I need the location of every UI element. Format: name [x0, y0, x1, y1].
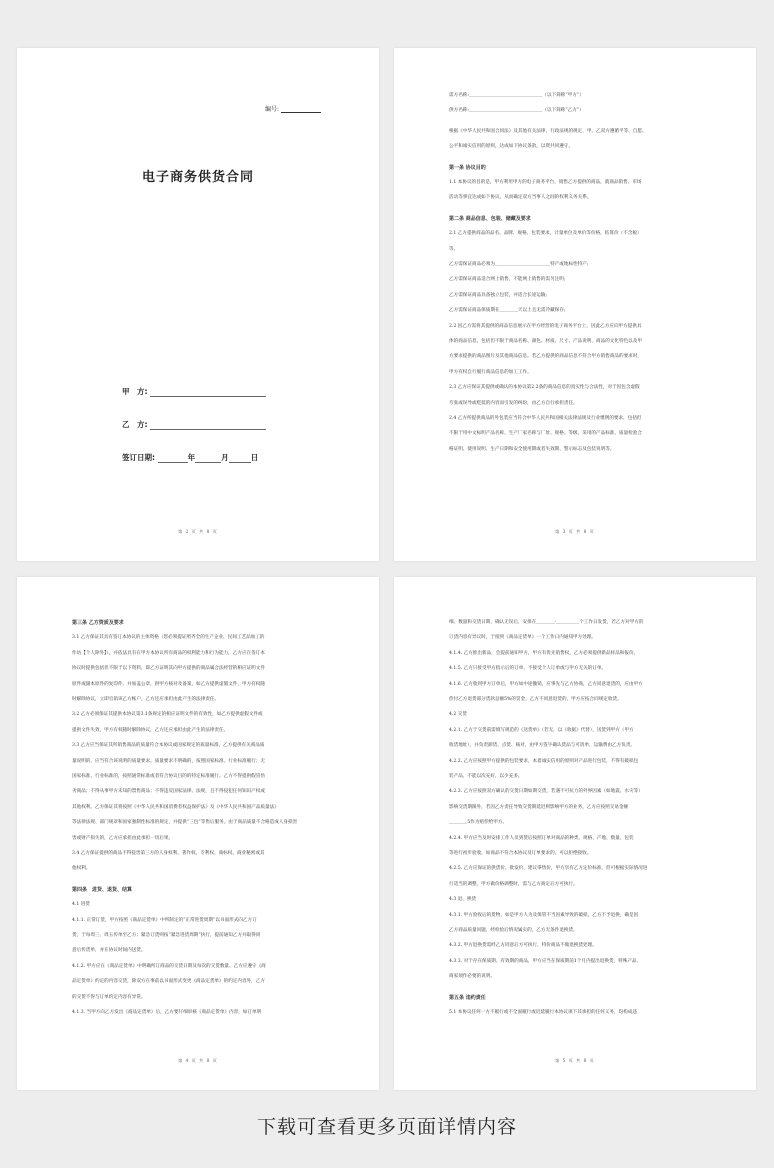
body-line: 4.2.3. 乙方应按照双方确认的交货日期如期交货，若遇不可抗力的外界因素（如地震、水灾等）	[449, 789, 643, 795]
body-line: 4.2 交货	[449, 712, 467, 718]
body-line: 国家标准、行业标准的，按照通常标准或者符合协议目的的特定标准履行。乙方不得提供假冒伪	[72, 774, 265, 779]
body-line: 时解除协议，立即官销该乙方帐户，乙方还应承担由此产生的法律责任。	[72, 697, 220, 702]
body-line: 3.2 乙方必须保证其提供本协议第3.1条规定的相应证明文件的有效性，如乙方提供虚假文件或	[72, 712, 263, 718]
body-line: 4.1 进货	[72, 902, 90, 908]
body-line: 劣商品；不得从事甲方未知的禁售商品；不得违反国家法律、法规，且不得侵犯任何知识产权或	[72, 789, 265, 795]
body-line: 意后传货单，并在协议时间内送货。	[72, 948, 146, 954]
party-b-field	[122, 419, 266, 430]
body-line: 货，于每周三、周五传单至乙方；紧急订货则按“紧急进货周期”执行，提前通知乙方并取得同	[72, 933, 261, 938]
body-line: 等法律法规、部门规章和国家强制性标准的规定，并提供“三包”等售后服务。由于商品质量不合格造成人身损害	[72, 820, 298, 826]
contract-title: 电子商务供货合同	[141, 170, 254, 185]
body-line: 甲方有权自行履行商品信息的加工工作。	[449, 369, 532, 375]
body-line: 收货地址），并负责卸货、点货、核对，由甲方签字确认货品与可清单，运输费由乙方负责。	[449, 743, 636, 749]
body-line: 4.1.6. 乙方收到甲方订单后，甲方如中途撤销，应事先与乙方协商，乙方同意退货的，应由甲方	[449, 681, 643, 687]
contract-page-4	[17, 577, 379, 1090]
body-line: 4.1.4. 乙方推出新品，会提前通知甲方，甲方有优先销售权，乙方必须提供新品样品和报价。	[449, 650, 639, 656]
day-blank	[229, 453, 251, 463]
body-line: 根据《中华人民共和国合同法》及其他有关法律、行政法规的规定，甲、乙双方遵循平等、自愿、	[449, 128, 647, 134]
contract-number	[265, 104, 321, 113]
party-a-field	[122, 386, 266, 397]
body-line: 其他权利。乙方保证其将按照《中华人民共和国消费者权益保护法》及《中华人民共和国产品质量法》	[72, 804, 279, 810]
body-line: 4.3.2. 甲方退换货需经乙方同意后方可执行，特价商品不做退换货处理。	[449, 943, 597, 949]
body-line: 协议时提供包括但不限于以下资料，即乙方证明其向甲方提供的商品属合法经营的相应证明文件	[72, 666, 265, 672]
body-line: 4.1.1. 正常订货，甲方按照《商品定货单》中所制定的“正常进货周期”以书面形式向乙方订	[72, 917, 257, 923]
body-line: 4.3.1. 甲方验收后的货物，如是甲方人为及保管不当因素导致的破损，乙方不予退换，确是因	[449, 912, 639, 918]
body-line: 乙方需保证商品具备独立包装，并适合长途运输;	[449, 292, 548, 298]
body-line: 3.4 乙方保证提供的商品不得侵害第三方的人身权利、著作权、专利权、商标权、商业秘密或其	[72, 851, 265, 856]
section-heading: 第五条 违约责任	[449, 994, 486, 1001]
section-heading: 第一条 协议目的	[449, 164, 486, 171]
contract-number-label: 编号:	[265, 106, 280, 113]
body-line: 品定货单》约定的内容交货，除双方在事前以书面形式变更《商品定货单》的约定内容外，乙方	[72, 979, 265, 985]
contract-number-blank	[281, 112, 321, 113]
body-line: 作坊【个人除外】），并依法具有在甲方本协议所有商品的权利能力和行为能力，乙方应在签订本	[72, 650, 265, 656]
year-label: 年	[187, 453, 196, 462]
body-line: 4.1.5. 乙方只接受甲方指示后的订单，不接受个人订单或与甲方无关的订单。	[449, 666, 607, 672]
body-line: 夸张或误导或贬低的内容而引发的纠纷，由乙方自行承担责任。	[449, 400, 578, 406]
body-line: 提供文件失效，甲方有权随时解除协议，乙方还应承担由此产生的法律责任。	[72, 727, 229, 733]
body-line: 4.2.1. 乙方于交货前需填写规范的《送货单》（若无，以《收据》代替），送货到甲方（甲方	[449, 727, 634, 733]
body-line: 4.3.3. 对于存在保质期、有效期的商品，甲方应当在保质期前1个月内提出退换货，特殊产品，	[449, 958, 642, 964]
download-more-banner[interactable]: 下载可查看更多页面详情内容	[256, 1116, 517, 1138]
body-line: 方要求提供的商品图片及其他商品信息。若乙方提供的商品信息不符合甲方销售商品的要求时，	[449, 354, 642, 360]
month-blank	[195, 453, 221, 463]
body-line: 行适当的调整，甲方做价格调整时，需与乙方商定后方可执行。	[449, 881, 578, 887]
body-line: ＿＿＿＿5作为赔偿给甲方。	[449, 820, 508, 826]
body-line: 量说明的，应当符合该说明的质量要求。质量要求不明确的，按照国家标准、行业标准履行；无	[72, 758, 265, 764]
body-line: 乙方需保证商品适合网上销售，不能网上销售的需另注明;	[449, 277, 566, 283]
day-label: 日	[250, 453, 259, 462]
body-line: 等。	[449, 246, 459, 252]
sign-date-field	[122, 452, 258, 463]
body-line: 2.4 乙方所提供商品的外包装应当符合中华人民共和国相关法律法规及行业惯例的要求，包括但	[449, 416, 642, 421]
body-line: 4.2.5. 乙方应保证的供货价、批发价、建议零售价，甲方享有乙方定价标准，但可根据实际情况进	[449, 866, 648, 872]
contract-cover-page	[17, 48, 379, 561]
body-line: 1.1 本协议的目的是，甲方利用甲方的电子商务平台，销售乙方提供的商品，就商品销售、市场	[449, 180, 642, 185]
body-line: 4.3 退、换货	[449, 897, 477, 903]
party-a-blank	[150, 387, 266, 397]
body-line: 影响交货期限外，若因乙方责任导致交货期延迟则影响甲方的业务，乙方应按照交易金额	[449, 804, 629, 810]
body-line: 商家须作必要的说明。	[449, 974, 495, 980]
body-line: 3.3 乙方应当保证其所销售商品的质量符合本协议或国家规定的质量标准，乙方提供有关商品质	[72, 743, 265, 749]
body-line: 4.2.2. 乙方应按照甲方提供的包装要求，本着诚实信用的原则对产品进行包装，不得有破损包	[449, 758, 639, 764]
section-heading: 第四条 进货、退货、结算	[72, 886, 133, 893]
section-heading: 第二条 商品信息、包装、储藏及要求	[449, 215, 531, 222]
body-line: 的交货不得与订单约定内容有异常。	[72, 994, 146, 1000]
contract-page-5	[394, 577, 756, 1090]
body-line: 乙方商品质量问题，经检验后情况属实的，乙方无条件退换货。	[449, 928, 578, 933]
body-line: 格证明、使用说明、生产日期和安全使用期或者失效期、警示标志及包装说明等。	[449, 446, 615, 452]
body-line: 4.1.2. 甲方应在《商品定货单》中明确所订商品的交货日期及每次的交货数量、乙方应遵守《商	[72, 963, 266, 969]
body-line: 他权利。	[72, 866, 91, 872]
body-line: 活动等事宜达成如下协议，从而确定双方当事人之间的权利义务关系。	[449, 195, 592, 201]
body-line: 4.1.3. 当甲方向乙方发出《商品定货单》后，乙方要仔细审核《商品定货单》内容，如订单明	[72, 1010, 262, 1015]
page-footer: 第 4 页 共 8 页	[178, 1058, 218, 1063]
month-label: 月	[221, 453, 229, 462]
sign-date-label: 签订日期:	[122, 453, 155, 462]
party-b-blank	[150, 420, 266, 430]
body-line: 需方名称:＿＿＿＿＿＿＿＿＿＿＿＿＿＿＿＿（以下简称“甲方”）	[449, 93, 584, 98]
body-line: 体的商品信息，包括但不限于商品名称、颜色、材质、尺寸、产品说明、商品的文化特色以及甲	[449, 339, 642, 344]
page-footer: 第 5 页 共 8 页	[555, 1058, 595, 1063]
body-line: 装产品，不能以次充好，以少充多。	[449, 774, 523, 779]
body-line: 偿付乙方退货部分货款总额5%的罚金，乙方不同意退货的，甲方应按合同规定收货。	[449, 697, 622, 702]
body-line: 3.1 乙方保证其具有签订本协议的主体资格（您必须提证照齐全的生产企业，民间工艺品加工的	[72, 635, 265, 641]
body-line: 乙方需保证商品必须为＿＿＿＿＿＿＿＿＿＿＿＿特产或地标性特产;	[449, 262, 589, 267]
body-line: 2.2 因乙方需将其提供的商品信息展示在甲方经营的电子商务平台上，因此乙方应向甲方提供具	[449, 323, 642, 329]
contract-page-3	[394, 48, 756, 561]
year-blank	[158, 453, 188, 463]
body-line: 细、数量和交货日期，确认无误后，安排在＿＿＿＿-＿＿＿＿＿个工作日发货，若乙方对甲方的	[449, 620, 644, 625]
page-footer: 第 2 页 共 8 页	[178, 529, 218, 534]
body-line: 等进行初步验收，如商品不符合本协议及订单要求的，可以拒绝接收。	[449, 851, 592, 856]
body-line: 公平和诚实信用的原则，达成如下协议条款，以资共同遵守。	[449, 144, 574, 150]
body-line: 订货内容有异议时，于接到《商品定货单》一个工作日内通知甲方处理。	[449, 635, 597, 641]
body-line: 原件或副本原件的复印件，并加盖公章，供甲方核对及备案，如乙方提供虚假文件，甲方有权随	[72, 681, 265, 687]
body-line: 害或财产损失的，乙方应承担由此承担一切后果。	[72, 835, 174, 841]
body-line: 乙方需保证商品保质期在＿＿＿＿天以上且无需冷藏保存;	[449, 308, 566, 314]
section-heading: 第三条 乙方资质及要求	[72, 620, 124, 626]
body-line: 供方名称:＿＿＿＿＿＿＿＿＿＿＿＿＿＿＿＿（以下简称“乙方”）	[449, 108, 584, 114]
body-line: 2.3 乙方应保证其提供或确认的本协议第2.2条的商品信息的真实性与合法性，对于因包含虚假	[449, 385, 640, 391]
body-line: 2.1 乙方提供商品的品名、品牌、规格、包装要求、计量单位及单价等价格，结算价（不含税）	[449, 231, 642, 237]
party-a-label: 甲 方:	[122, 387, 148, 396]
body-line: 4.2.4. 甲方应当及时安排工作人员到货后按照订单对商品的种类、规格、产地、数量、包装	[449, 835, 634, 841]
page-footer: 第 3 页 共 8 页	[555, 529, 595, 534]
body-line: 不限于用中文标明产品名称、生产厂家名称与厂址、规格、等级、采用的产品标准、质量检验合	[449, 431, 642, 437]
body-line: 5.1 本协议任何一方不履行或不全面履行或迟延履行本协议项下其承担的任何义务，均构成违	[449, 1010, 637, 1015]
party-b-label: 乙 方:	[122, 420, 148, 429]
